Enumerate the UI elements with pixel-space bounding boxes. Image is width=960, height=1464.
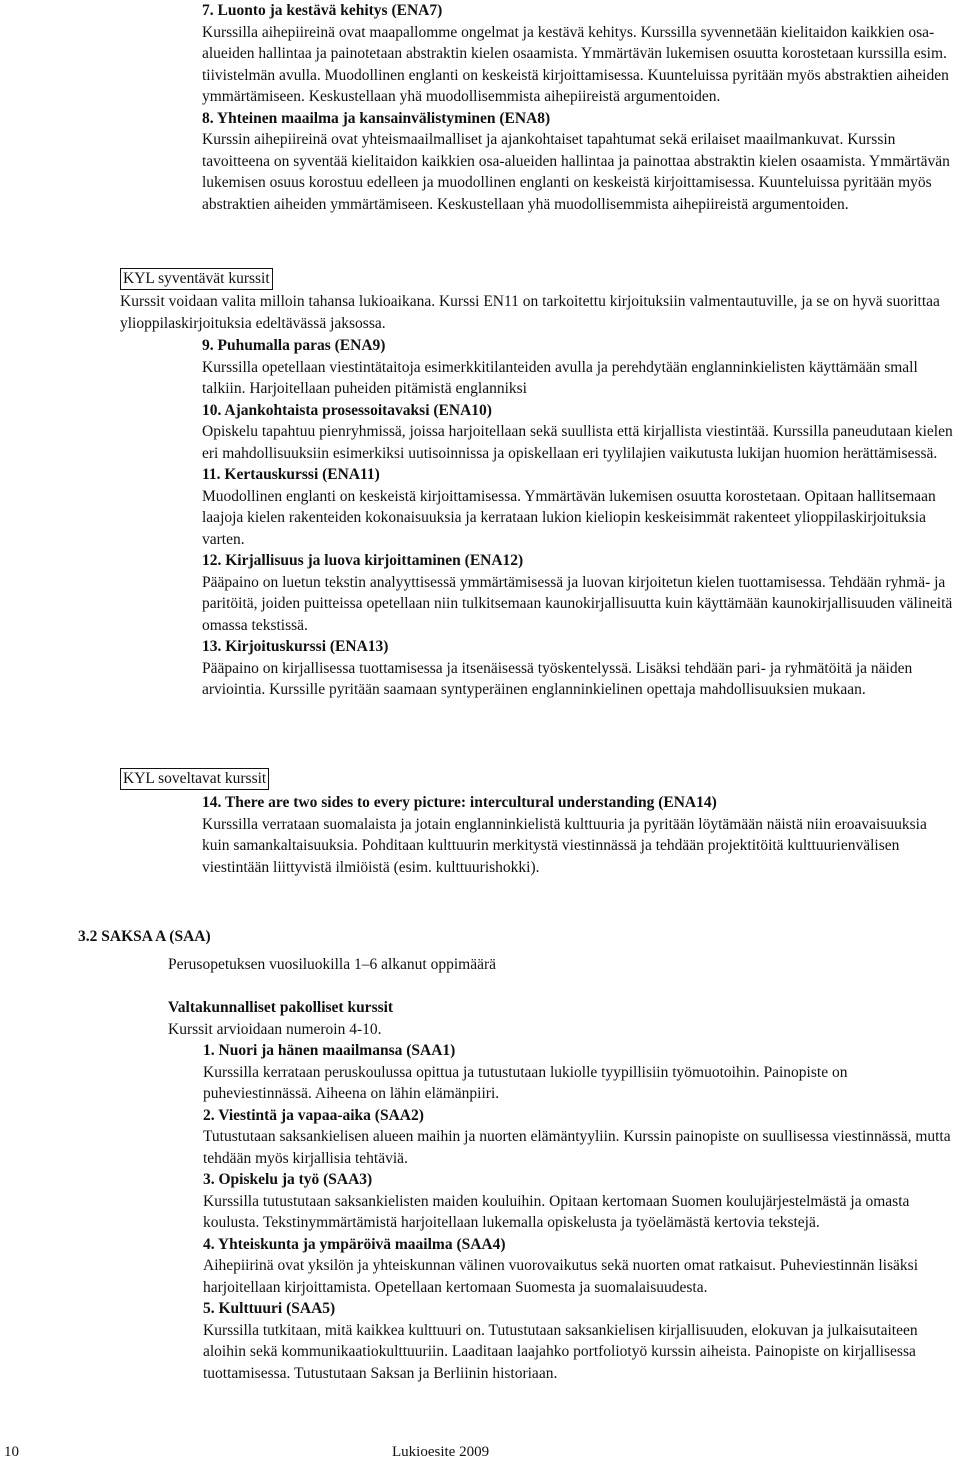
course-heading: 7. Luonto ja kestävä kehitys (ENA7) [202,2,443,19]
course-description: Pääpaino on luetun tekstin analyyttisessä ymmärtämisessä ja luovan kirjoitetun kielen tuottamisessa. Tehdään ryhmä- ja paritöitä, joiden puitteissa opetellaan niin tulkitsemaan kaunokirjallisuutta kuin käyttämään kaunokirjallisuuden välineitä omassa tekstissä. [202,573,953,634]
course-saa1 [203,1040,958,1105]
kyl-soveltavat-section [120,768,950,791]
course-heading: 10. Ajankohtaista prosessoitavaksi (ENA10) [202,401,492,419]
course-description: Kurssilla opetellaan viestintätaitoja esimerkkitilanteiden avulla ja perehdytään englanninkielisten käyttämään small talkiin. Harjoitellaan puheiden pitämistä englanniksi [202,358,918,397]
course-ena9 [202,335,958,400]
course-saa2 [203,1105,958,1170]
course-heading: 1. Nuori ja hänen maailmansa (SAA1) [203,1042,456,1059]
course-heading: 11. Kertauskurssi (ENA11) [202,466,380,483]
course-heading: 5. Kulttuuri (SAA5) [203,1300,336,1317]
course-description: Pääpaino on kirjallisessa tuottamisessa ja itsenäisessä työskentelyssä. Lisäksi tehdään pari- ja ryhmätöitä ja näiden arviointia. Kurssille pyritään saamaan syntyperäinen englanninkielinen opettaja mahdollisuuksien mukaan. [202,659,913,698]
kyl-syventavat-title: KYL syventävät kurssit [120,268,273,290]
course-description: Kurssilla aihepiireinä ovat maapallomme ongelmat ja kestävä kehitys. Kurssilla syvennetään kielitaidon kaikkien osa-alueiden hallintaa ja painotetaan abstraktin kielen osaamista. Ymmärtävän lukemisen osuutta korostetaan kurssilla esim. tiivistelmän avulla. Muodollinen englanti on keskeistä kirjoittamisessa. Kuunteluissa pyritään myös abstraktien aiheiden ymmärtämiseen. Keskustellaan yhä muodollisemmista aihepiireistä argumentoiden. [202,23,949,105]
course-saa5 [203,1298,958,1384]
course-saa4 [203,1234,958,1299]
course-heading: 4. Yhteiskunta ja ympäröivä maailma (SAA4) [203,1235,506,1253]
section-title-saksa: 3.2 SAKSA A (SAA) [78,928,211,945]
page-number: 10 [4,1444,19,1460]
kyl-soveltavat-course-list [202,792,958,878]
saksa-pakolliset-heading: Valtakunnalliset pakolliset kurssit [168,999,394,1016]
course-heading: 13. Kirjoituskurssi (ENA13) [202,638,389,655]
top-course-list [202,0,958,215]
course-ena7 [202,0,958,108]
course-description: Muodollinen englanti on keskeistä kirjoittamisessa. Ymmärtävän lukemisen osuutta korostetaan. Opitaan hallitsemaan laajoja kielen rakenteiden kokonaisuuksia ja kerrataan lukion kieliopin keskeisimmät rakenteet ylioppilaskirjoituksia varten. [202,487,936,548]
kyl-syventavat-section [120,268,950,334]
course-heading: 8. Yhteinen maailma ja kansainvälistyminen (ENA8) [202,109,551,127]
course-ena11 [202,464,958,550]
kyl-soveltavat-title: KYL soveltavat kurssit [120,768,269,790]
course-heading: 9. Puhumalla paras (ENA9) [202,337,386,354]
course-heading: 3. Opiskelu ja työ (SAA3) [203,1171,373,1188]
saksa-course-list [203,1040,958,1384]
course-description: Kurssilla tutustutaan saksankielisten maiden kouluihin. Opitaan kertomaan Suomen koulujärjestelmästä ja omasta koulusta. Tekstinymmärtämistä harjoitellaan lukemalla opiskelusta ja työelämästä kertovia tekstejä. [203,1192,910,1231]
course-heading: 12. Kirjallisuus ja luova kirjoittaminen (ENA12) [202,552,524,569]
course-heading: 2. Viestintä ja vapaa-aika (SAA2) [203,1106,424,1124]
course-description: Opiskelu tapahtuu pienryhmissä, joissa harjoitellaan sekä suullista että kirjallista viestintää. Kurssilla paneudutaan kielen eri mahdollisuuksiin esimerkiksi uutisoinnissa ja opiskellaan eri tyylilajien vaikutusta lukijan huomion herättämisessä. [202,423,953,462]
saksa-grading-note: Kurssit arvioidaan numeroin 4-10. [168,1021,382,1038]
course-description: Aihepiirinä ovat yksilön ja yhteiskunnan välinen vuorovaikutus sekä nuorten omat ratkaisut. Puheviestinnän lisäksi harjoitellaan kirjoittamista. Opetellaan kertomaan Suomesta ja suomalaisuudesta. [203,1257,919,1296]
footer-text: Lukioesite 2009 [392,1444,490,1460]
course-heading: 14. There are two sides to every picture: intercultural understanding (ENA14) [202,794,717,811]
course-description: Tutustutaan saksankielisen alueen maihin ja nuorten elämäntyyliin. Kurssin painopiste on suullisessa viestinnässä, mutta tehdään myös kirjallisia tehtäviä. [203,1128,951,1167]
course-saa3 [203,1169,958,1234]
course-ena12 [202,550,958,636]
course-description: Kurssilla tutkitaan, mitä kaikkea kulttuuri on. Tutustutaan saksankielisen kirjallisuuden, elokuvan ja julkaisutaiteen aloihin sekä kommunikaatiokulttuuriin. Laaditaan laajahko portfoliotyö kurssin aiheista. Painopiste on kirjallisessa tuottamisessa. Tutustutaan Saksan ja Berliinin historiaan. [203,1321,918,1382]
course-description: Kurssilla verrataan suomalaista ja jotain englanninkielistä kulttuuria ja pyritään löytämään näistä niin eroavaisuuksia kuin samankaltaisuuksia. Pohditaan kulttuurin merkitystä viestinnässä ja tehdään projektitöitä kulttuurienvälisen viestintään liittyvistä ilmiöistä (esim. kulttuurishokki). [202,815,927,876]
course-ena10 [202,400,958,465]
course-ena8 [202,108,958,216]
saksa-subtitle: Perusopetuksen vuosiluokilla 1–6 alkanut oppimäärä [168,956,497,973]
course-description: Kurssin aihepiireinä ovat yhteismaailmalliset ja ajankohtaiset tapahtumat sekä erilaiset maailmankuvat. Kurssin tavoitteena on syventää kielitaidon kaikkien osa-alueiden hallintaa ja painottaa abstraktin kielen osaamista. Ymmärtävän lukemisen osuus korostuu edelleen ja muodollinen englanti on keskeistä kirjoittamisessa. Kuunteluissa pyritään myös abstraktien aiheiden ymmärtämiseen. Keskustellaan yhä muodollisemmista aihepiireistä argumentoiden. [202,131,950,213]
course-ena13 [202,636,958,701]
kyl-syventavat-intro: Kurssit voidaan valita milloin tahansa lukioaikana. Kurssi EN11 on tarkoitettu kirjoituksiin valmentautuville, ja se on hyvä suorittaa ylioppilaskirjoituksia edeltävässä jaksossa. [120,293,940,332]
course-ena14 [202,792,958,878]
kyl-syventavat-course-list [202,335,958,701]
course-description: Kurssilla kerrataan peruskoulussa opittua ja tutustutaan lukiolle tyypillisiin työmuotoihin. Painopiste on puheviestinnässä. Aiheena on lähin elämänpiiri. [203,1063,848,1102]
